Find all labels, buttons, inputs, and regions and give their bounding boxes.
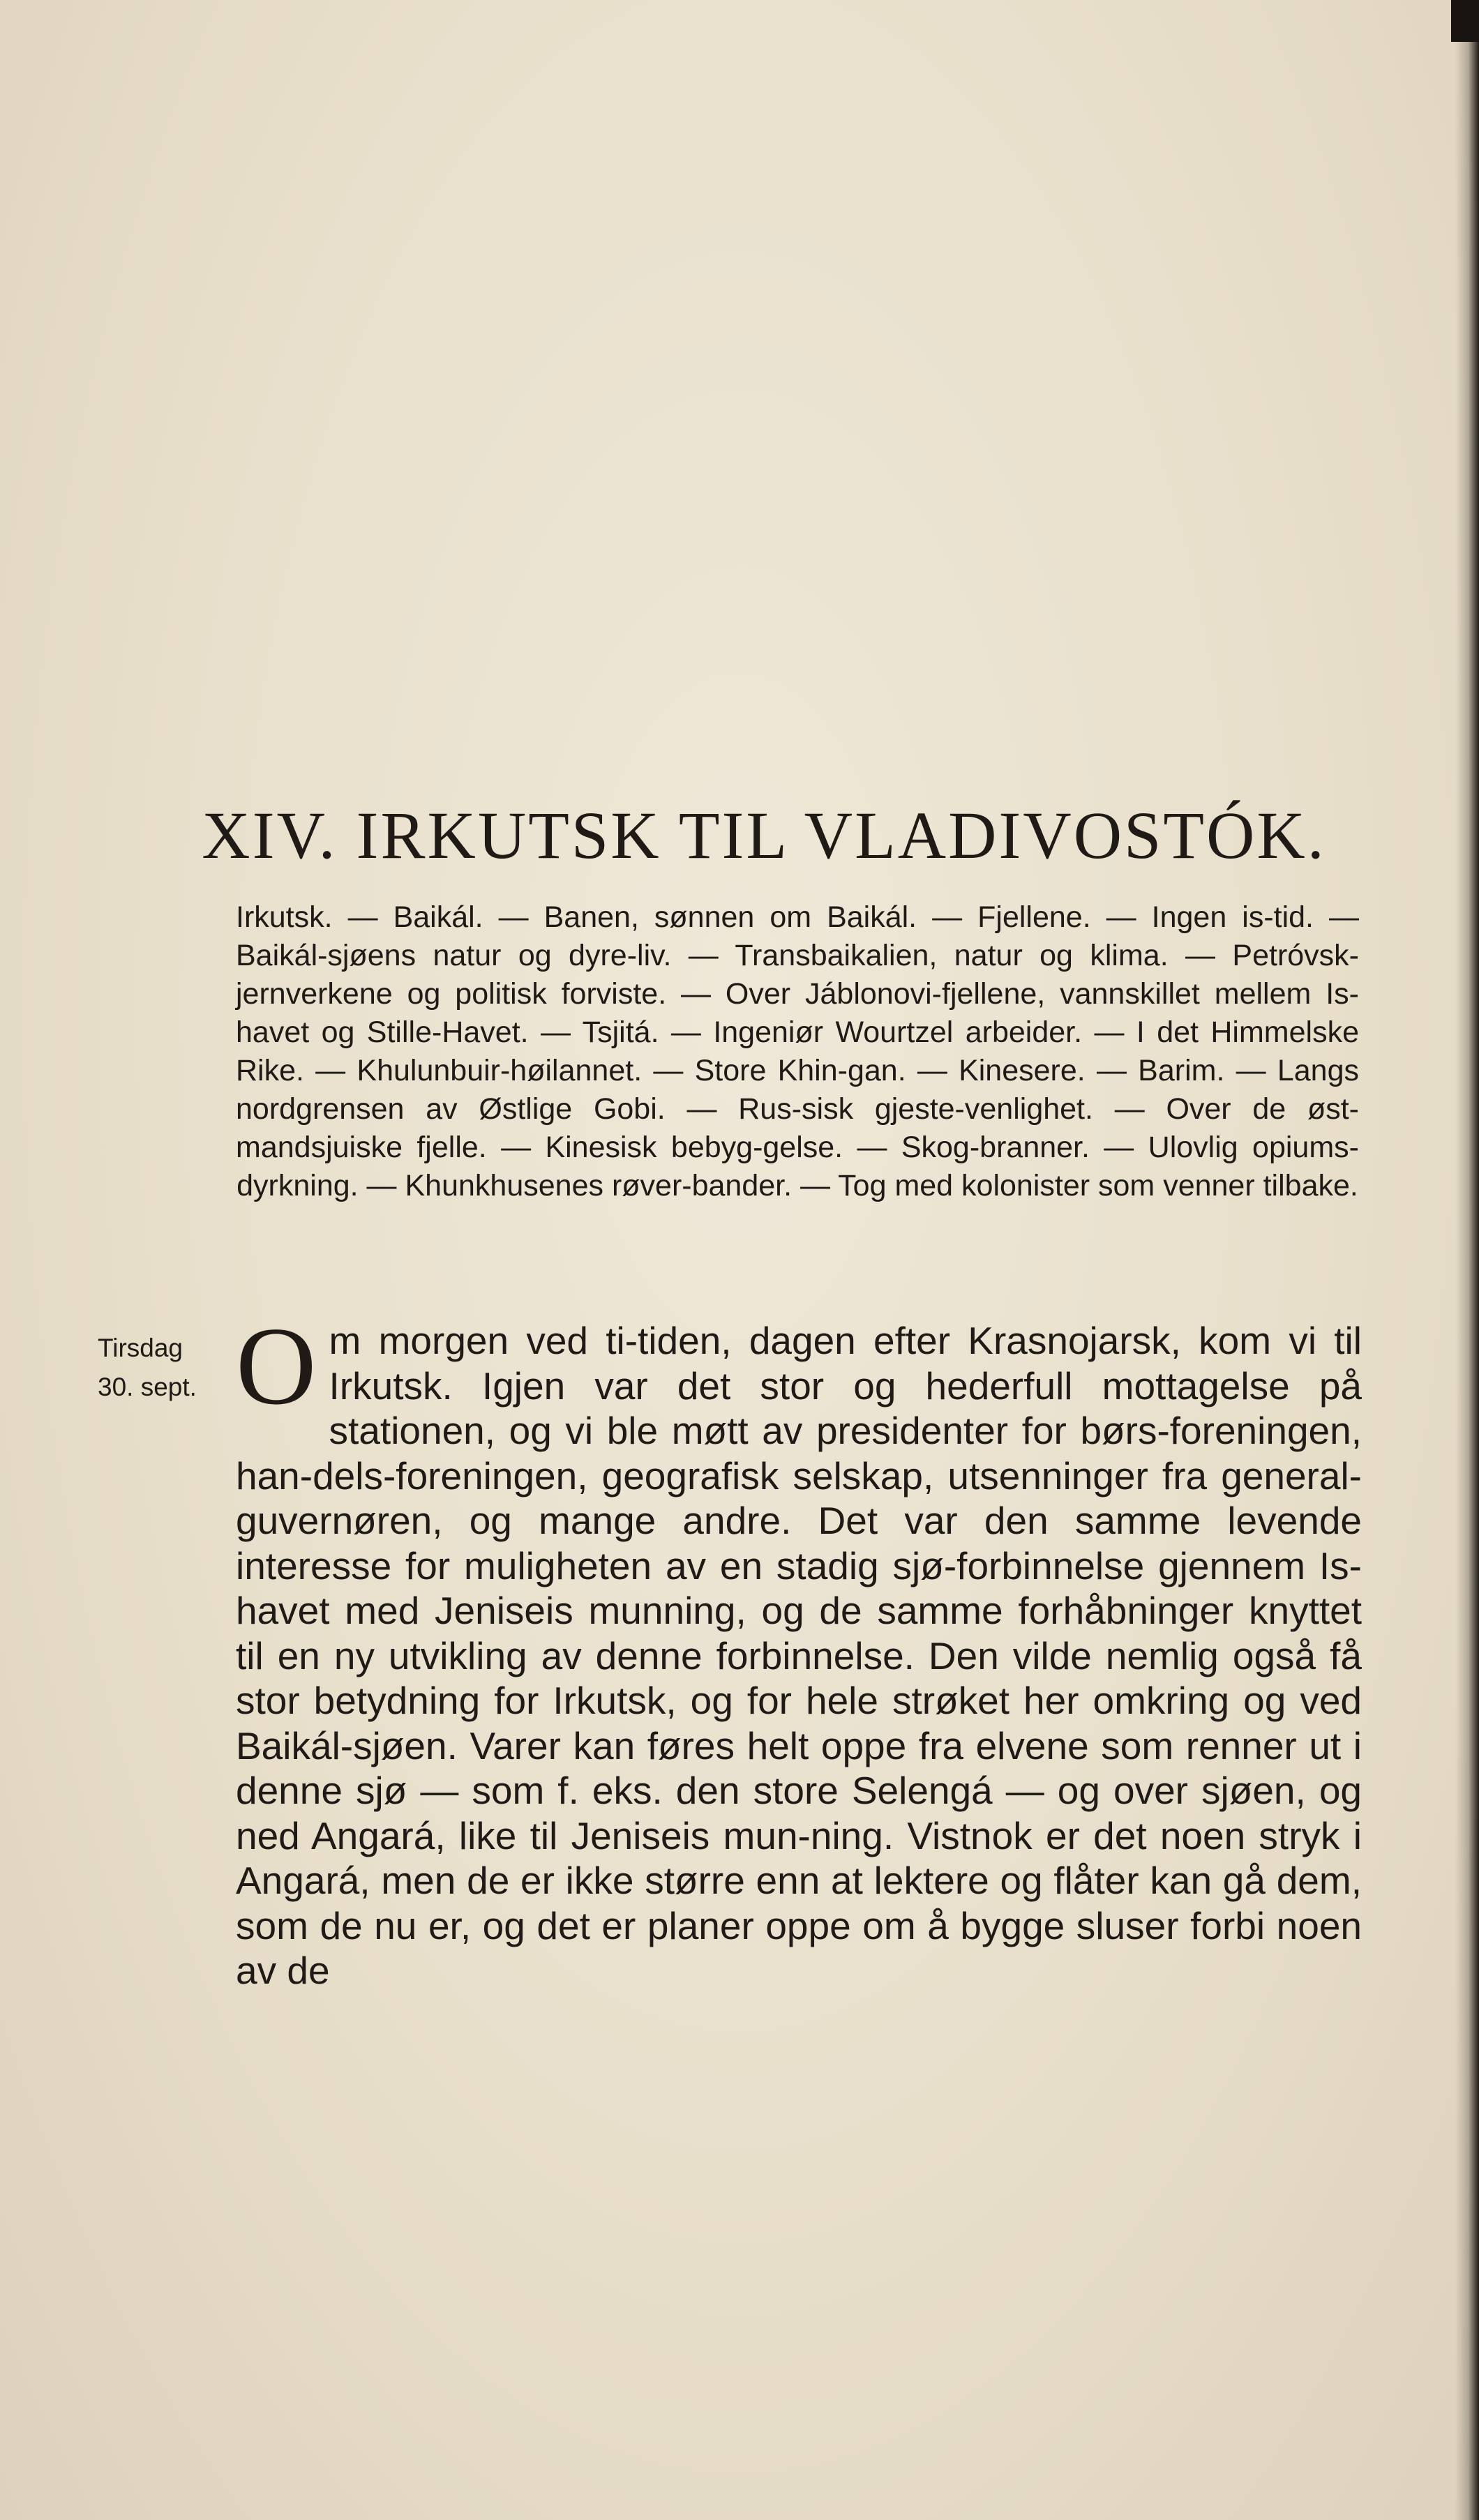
chapter-title: XIV. IRKUTSK TIL VLADIVOSTÓK. <box>202 798 1326 873</box>
page-edge-shadow <box>1455 0 1479 2520</box>
margin-date-note <box>98 1329 244 1407</box>
margin-date: 30. sept. <box>98 1373 197 1401</box>
chapter-summary: Irkutsk. — Baikál. — Banen, sønnen om Baikál. — Fjellene. — Ingen is-tid. — Baikál-sjøens natur og dyre-liv. — Transbaikalien, natur og klima. — Petróvsk-jernverkene og politisk forviste. — Over Jáblonovi-fjellene, vannskillet mellem Is-havet og Stille-Havet. — Tsjitá. — Ingeniør Wourtzel arbeider. — I det Himmelske Rike. — Khulunbuir-høilannet. — Store Khin-gan. — Kinesere. — Barim. — Langs nordgrensen av Østlige Gobi. — Rus-sisk gjeste-venlighet. — Over de øst-mandsjuiske fjelle. — Kinesisk bebyg-gelse. — Skog-branner. — Ulovlig opiums-dyrkning. — Khunkhusenes røver-bander. — Tog med kolonister som venner tilbake. <box>236 900 1359 1202</box>
page-corner <box>1451 0 1479 42</box>
body-paragraph <box>236 1304 1362 1993</box>
margin-day: Tirsdag <box>98 1334 183 1362</box>
drop-cap: O <box>236 1304 317 1428</box>
body-text: m morgen ved ti-tiden, dagen efter Krasnojarsk, kom vi til Irkutsk. Igjen var det stor og hederfull mottagelse på stationen, og vi ble møtt av presidenter for børs-foreningen, han-dels-foreningen, geografisk selskap, utsenninger fra general-guvernøren, og mange andre. Det var den samme levende interesse for muligheten av en stadig sjø-forbinnelse gjennem Is-havet med Jeniseis munning, og de samme forhåbninger knyttet til en ny utvikling av denne forbinnelse. Den vilde nemlig også få stor betydning for Irkutsk, og for hele strøket her omkring og ved Baikál-sjøen. Varer kan føres helt oppe fra elvene som renner ut i denne sjø — som f. eks. den store Selengá — og over sjøen, og ned Angará, like til Jeniseis mun-ning. Vistnok er det noen stryk i Angará, men de er ikke større enn at lektere og flåter kan gå dem, som de nu er, og det er planer oppe om å bygge sluser forbi noen av de <box>236 1319 1362 1992</box>
